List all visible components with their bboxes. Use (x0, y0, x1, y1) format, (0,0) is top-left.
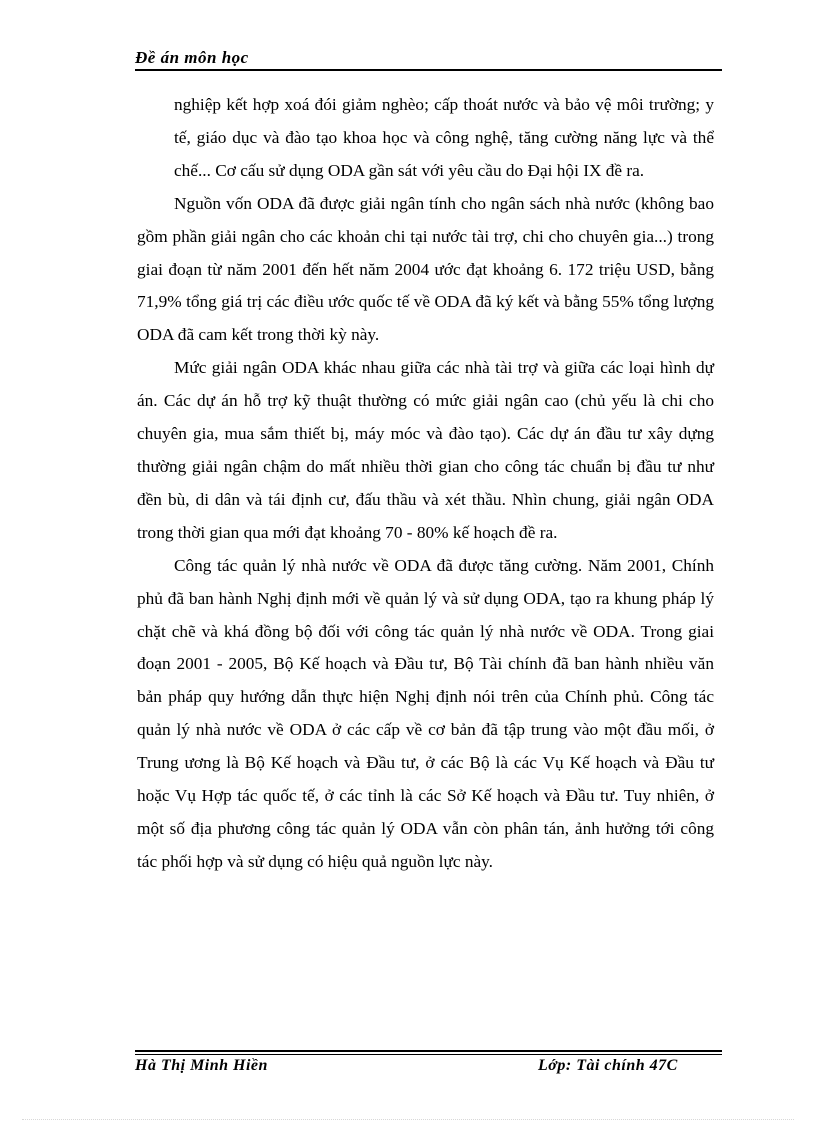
footer-divider-thick (135, 1050, 722, 1052)
footer-class: Lớp: Tài chính 47C (538, 1057, 678, 1074)
paragraph-state-management: Công tác quản lý nhà nước về ODA đã được tăng cường. Năm 2001, Chính phủ đã ban hành Nghị định mới về quản lý và sử dụng ODA, tạo ra khung pháp lý chặt chẽ và khá đồng bộ đối với công tác quản lý nhà nước về ODA. Trong giai đoạn 2001 - 2005, Bộ Kế hoạch và Đầu tư, Bộ Tài chính đã ban hành nhiều văn bản pháp quy hướng dẫn thực hiện Nghị định nói trên của Chính phủ. Công tác quản lý nhà nước về ODA ở các cấp về cơ bản đã tập trung vào một đầu mối, ở Trung ương là Bộ Kế hoạch và Đầu tư, ở các Bộ là các Vụ Kế hoạch và Đầu tư hoặc Vụ Hợp tác quốc tế, ở các tỉnh là các Sở Kế hoạch và Đầu tư. Tuy nhiên, ở một số địa phương công tác quản lý ODA vẫn còn phân tán, ảnh hưởng tới công tác phối hợp và sử dụng có hiệu quả nguồn lực này. (137, 555, 714, 871)
footer-divider-thin (135, 1054, 722, 1055)
page-edge-divider (22, 1119, 794, 1120)
header-title: Đề án môn học (135, 48, 249, 67)
paragraph-continued: nghiệp kết hợp xoá đói giảm nghèo; cấp thoát nước và bảo vệ môi trường; y tế, giáo dục và đào tạo khoa học và công nghệ, tăng cường năng lực và thể chế... Cơ cấu sử dụng ODA gần sát với yêu cầu do Đại hội IX đề ra. (174, 95, 714, 180)
page-footer (135, 1048, 722, 1078)
header-divider (135, 69, 722, 71)
page-header (135, 46, 722, 72)
document-body (137, 89, 714, 879)
paragraph-oda-disbursement: Nguồn vốn ODA đã được giải ngân tính cho ngân sách nhà nước (không bao gồm phần giải ngân cho các khoản chi tại nước tài trợ, chi cho chuyên gia...) trong giai đoạn từ năm 2001 đến hết năm 2004 ước đạt khoảng 6. 172 triệu USD, bằng 71,9% tổng giá trị các điều ước quốc tế về ODA đã ký kết và bằng 55% tổng lượng ODA đã cam kết trong thời kỳ này. (137, 193, 714, 345)
paragraph-disbursement-levels: Mức giải ngân ODA khác nhau giữa các nhà tài trợ và giữa các loại hình dự án. Các dự án hỗ trợ kỹ thuật thường có mức giải ngân cao (chủ yếu là chi cho chuyên gia, mua sắm thiết bị, máy móc và đào tạo). Các dự án đầu tư xây dựng thường giải ngân chậm do mất nhiều thời gian cho công tác chuẩn bị đầu tư như đền bù, di dân và tái định cư, đấu thầu và xét thầu. Nhìn chung, giải ngân ODA trong thời gian qua mới đạt khoảng 70 - 80% kế hoạch đề ra. (137, 358, 714, 542)
footer-author: Hà Thị Minh Hiền (135, 1057, 268, 1074)
